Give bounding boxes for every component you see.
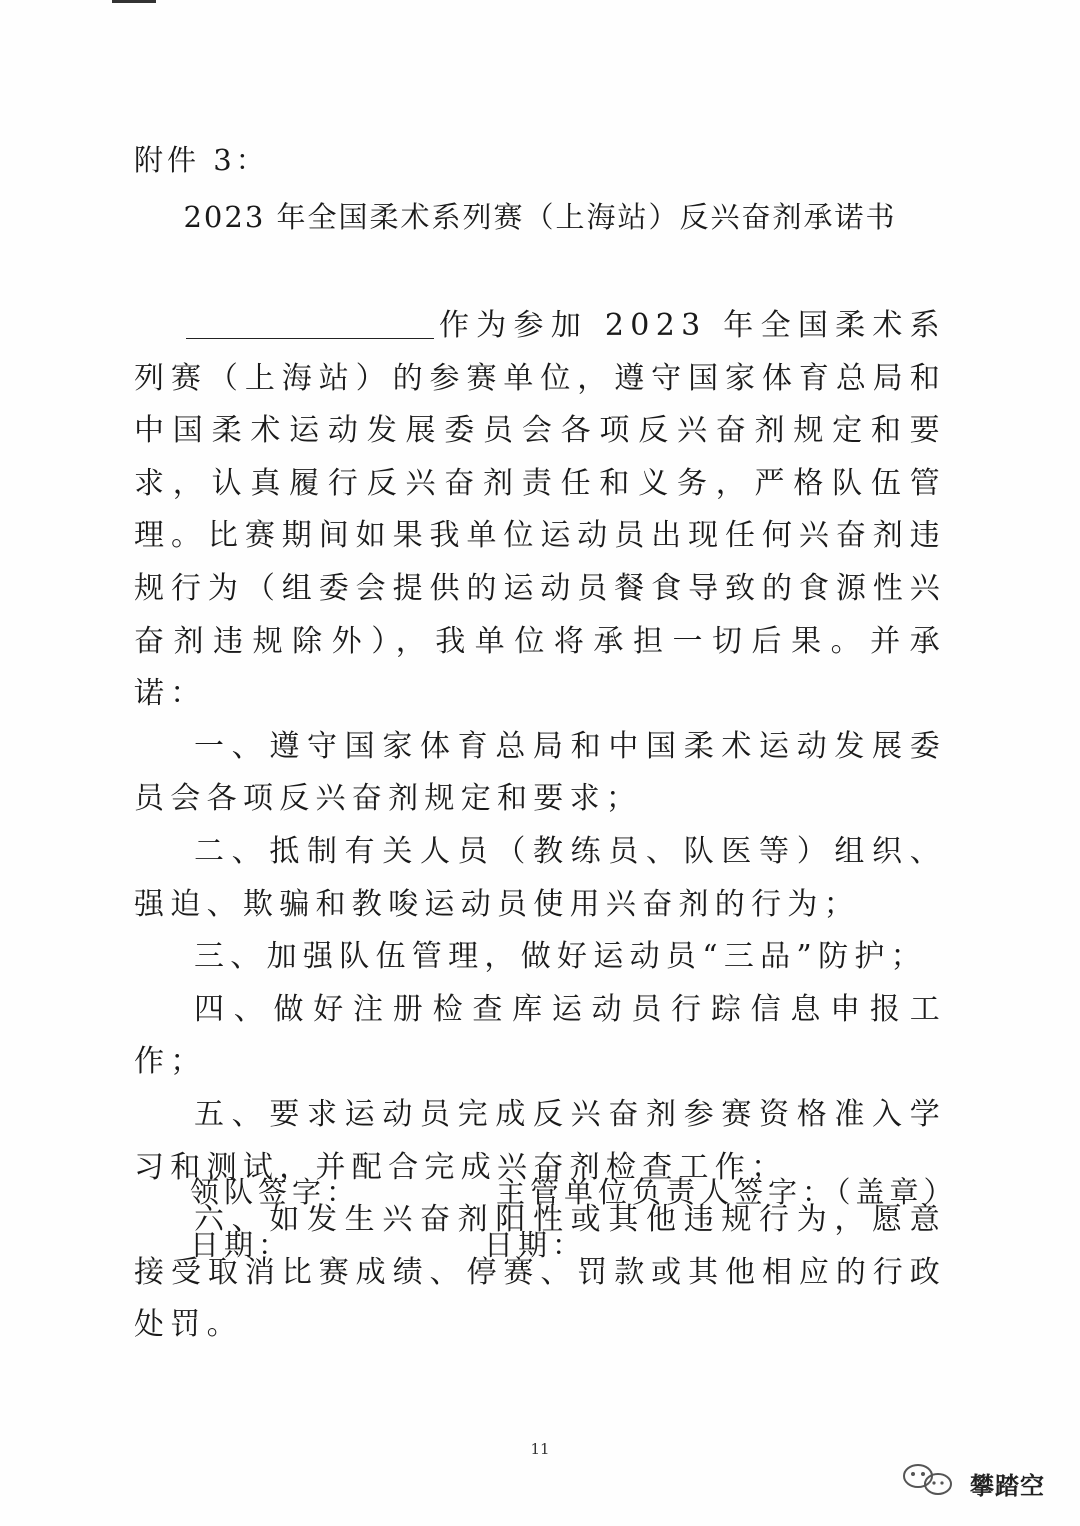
commitment-item: 四、做好注册检查库运动员行踪信息申报工作； xyxy=(134,991,946,1080)
watermark-text: 攀踏空 xyxy=(970,1472,1045,1500)
commitment-item: 五、要求运动员完成反兴奋剂参赛资格准入学习和测试，并配合完成兴奋剂检查工作； xyxy=(134,1096,946,1185)
commitment-item: 三、加强队伍管理，做好运动员“三品”防护； xyxy=(194,939,927,975)
page-number: 11 xyxy=(530,1440,550,1458)
leader-date-label: 日期： xyxy=(190,1228,293,1262)
leader-signature-label: 领队签字： xyxy=(190,1175,361,1209)
commitment-item: 一、遵守国家体育总局和中国柔术运动发展委员会各项反兴奋剂规定和要求； xyxy=(134,728,946,817)
commitment-item: 六、如发生兴奋剂阳性或其他违规行为，愿意接受取消比赛成绩、停赛、罚款或其他相应的行政处罚。 xyxy=(134,1202,946,1343)
document-title: 2023 年全国柔术系列赛（上海站）反兴奋剂承诺书 xyxy=(183,200,897,234)
supervisor-signature-label: 主管单位负责人签字：（盖章） xyxy=(496,1175,958,1209)
commitment-item: 二、抵制有关人员（教练员、队医等）组织、强迫、欺骗和教唆运动员使用兴奋剂的行为； xyxy=(134,833,946,922)
unit-name-blank xyxy=(186,304,434,339)
supervisor-date-label: 日期： xyxy=(484,1228,587,1262)
intro-text: 作为参加 2023 年全国柔术系列赛（上海站）的参赛单位，遵守国家体育总局和中国柔术运动发展委员会各项反兴奋剂规定和要求，认真履行反兴奋剂责任和义务，严格队伍管理。比赛期间如果我单位运动员出现任何兴奋剂违规行为（组委会提供的运动员餐食导致的食源性兴奋剂违规除外），我单位将承担一切后果。并承诺： xyxy=(134,308,946,712)
top-edge-mark xyxy=(112,0,156,3)
intro-paragraph xyxy=(134,300,946,721)
attachment-label: 附件 3： xyxy=(134,143,269,177)
